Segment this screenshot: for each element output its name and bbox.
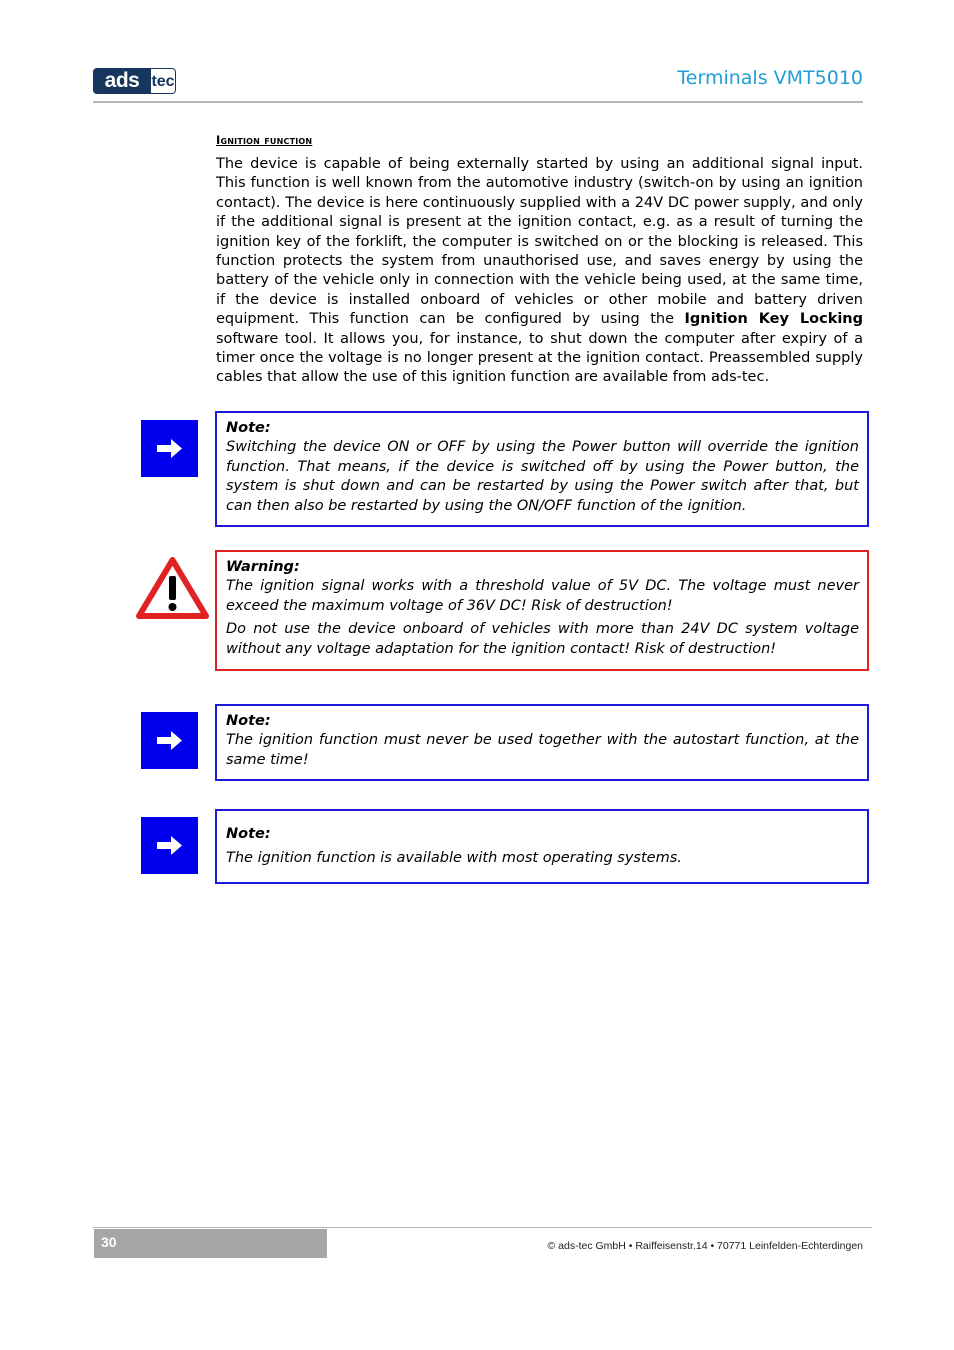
header-divider	[93, 101, 863, 103]
arrow-right-icon	[141, 712, 198, 769]
company-logo	[93, 68, 177, 94]
footer-divider	[93, 1227, 872, 1228]
page-number: 30	[101, 1234, 117, 1250]
note-box-operating-systems	[215, 809, 869, 884]
logo-ads-text: ads	[93, 68, 151, 94]
paragraph-text-start: The device is capable of being externally started by using an additional signal input. This function is well known from the automotive industry (switch-on by using an ignition contact). The device is here continuously supplied with a 24V DC power supply, and only if the additional signal is present at the ignition contact, e.g. as a result of turning the ignition key of the forklift, the computer is switched on or the blocking is released. This function protects the system from unauthorised use, and saves energy by using the battery of the vehicle only in connection with the vehicle being used, at the same time, if the device is installed onboard of vehicles or other mobile and battery driven equipment. This function can be configured by using the	[216, 156, 863, 328]
note-text: The ignition function is available with most operating systems.	[226, 850, 682, 867]
note-title: Note:	[226, 713, 271, 729]
logo-tec-text: tec	[151, 68, 176, 94]
footer-page-block	[94, 1229, 327, 1258]
section-heading: Ignition function	[216, 133, 313, 147]
note-title: Note:	[226, 420, 271, 436]
footer-copyright: © ads-tec GmbH • Raiffeisenstr.14 • 70771 Leinfelden-Echterdingen	[547, 1240, 863, 1252]
note-text: The ignition function must never be used together with the autostart function, at the same time!	[226, 732, 859, 768]
paragraph-bold-term: Ignition Key Locking	[684, 311, 864, 328]
note-box-autostart	[215, 704, 869, 781]
warning-triangle-icon	[136, 557, 209, 619]
document-title: Terminals VMT5010	[677, 67, 863, 89]
warning-box	[215, 550, 869, 671]
paragraph-text-end: software tool. It allows you, for instance, to shut down the computer after expiry of a timer once the voltage is no longer present at the ignition contact. Preassembled supply cables that allow the use of this ignition function are available from ads-tec.	[216, 330, 863, 386]
note-box-power-button	[215, 411, 869, 527]
note-text: Switching the device ON or OFF by using the Power button will override the ignition function. That means, if the device is switched off by using the Power button, the system is shut down and can be restarted by using the Power switch after that, but can then also be restarted by using the ON/OFF function of the ignition.	[226, 439, 859, 514]
note-title: Note:	[226, 826, 271, 842]
section-paragraph	[216, 155, 863, 388]
arrow-right-icon	[141, 817, 198, 874]
arrow-right-icon	[141, 420, 198, 477]
warning-text-voltage: Do not use the device onboard of vehicles with more than 24V DC system voltage without any voltage adaptation for the ignition contact! Risk of destruction!	[226, 621, 859, 657]
warning-title: Warning:	[226, 559, 300, 575]
warning-text-threshold: The ignition signal works with a threshold value of 5V DC. The voltage must never exceed the maximum voltage of 36V DC! Risk of destruction!	[226, 578, 859, 614]
